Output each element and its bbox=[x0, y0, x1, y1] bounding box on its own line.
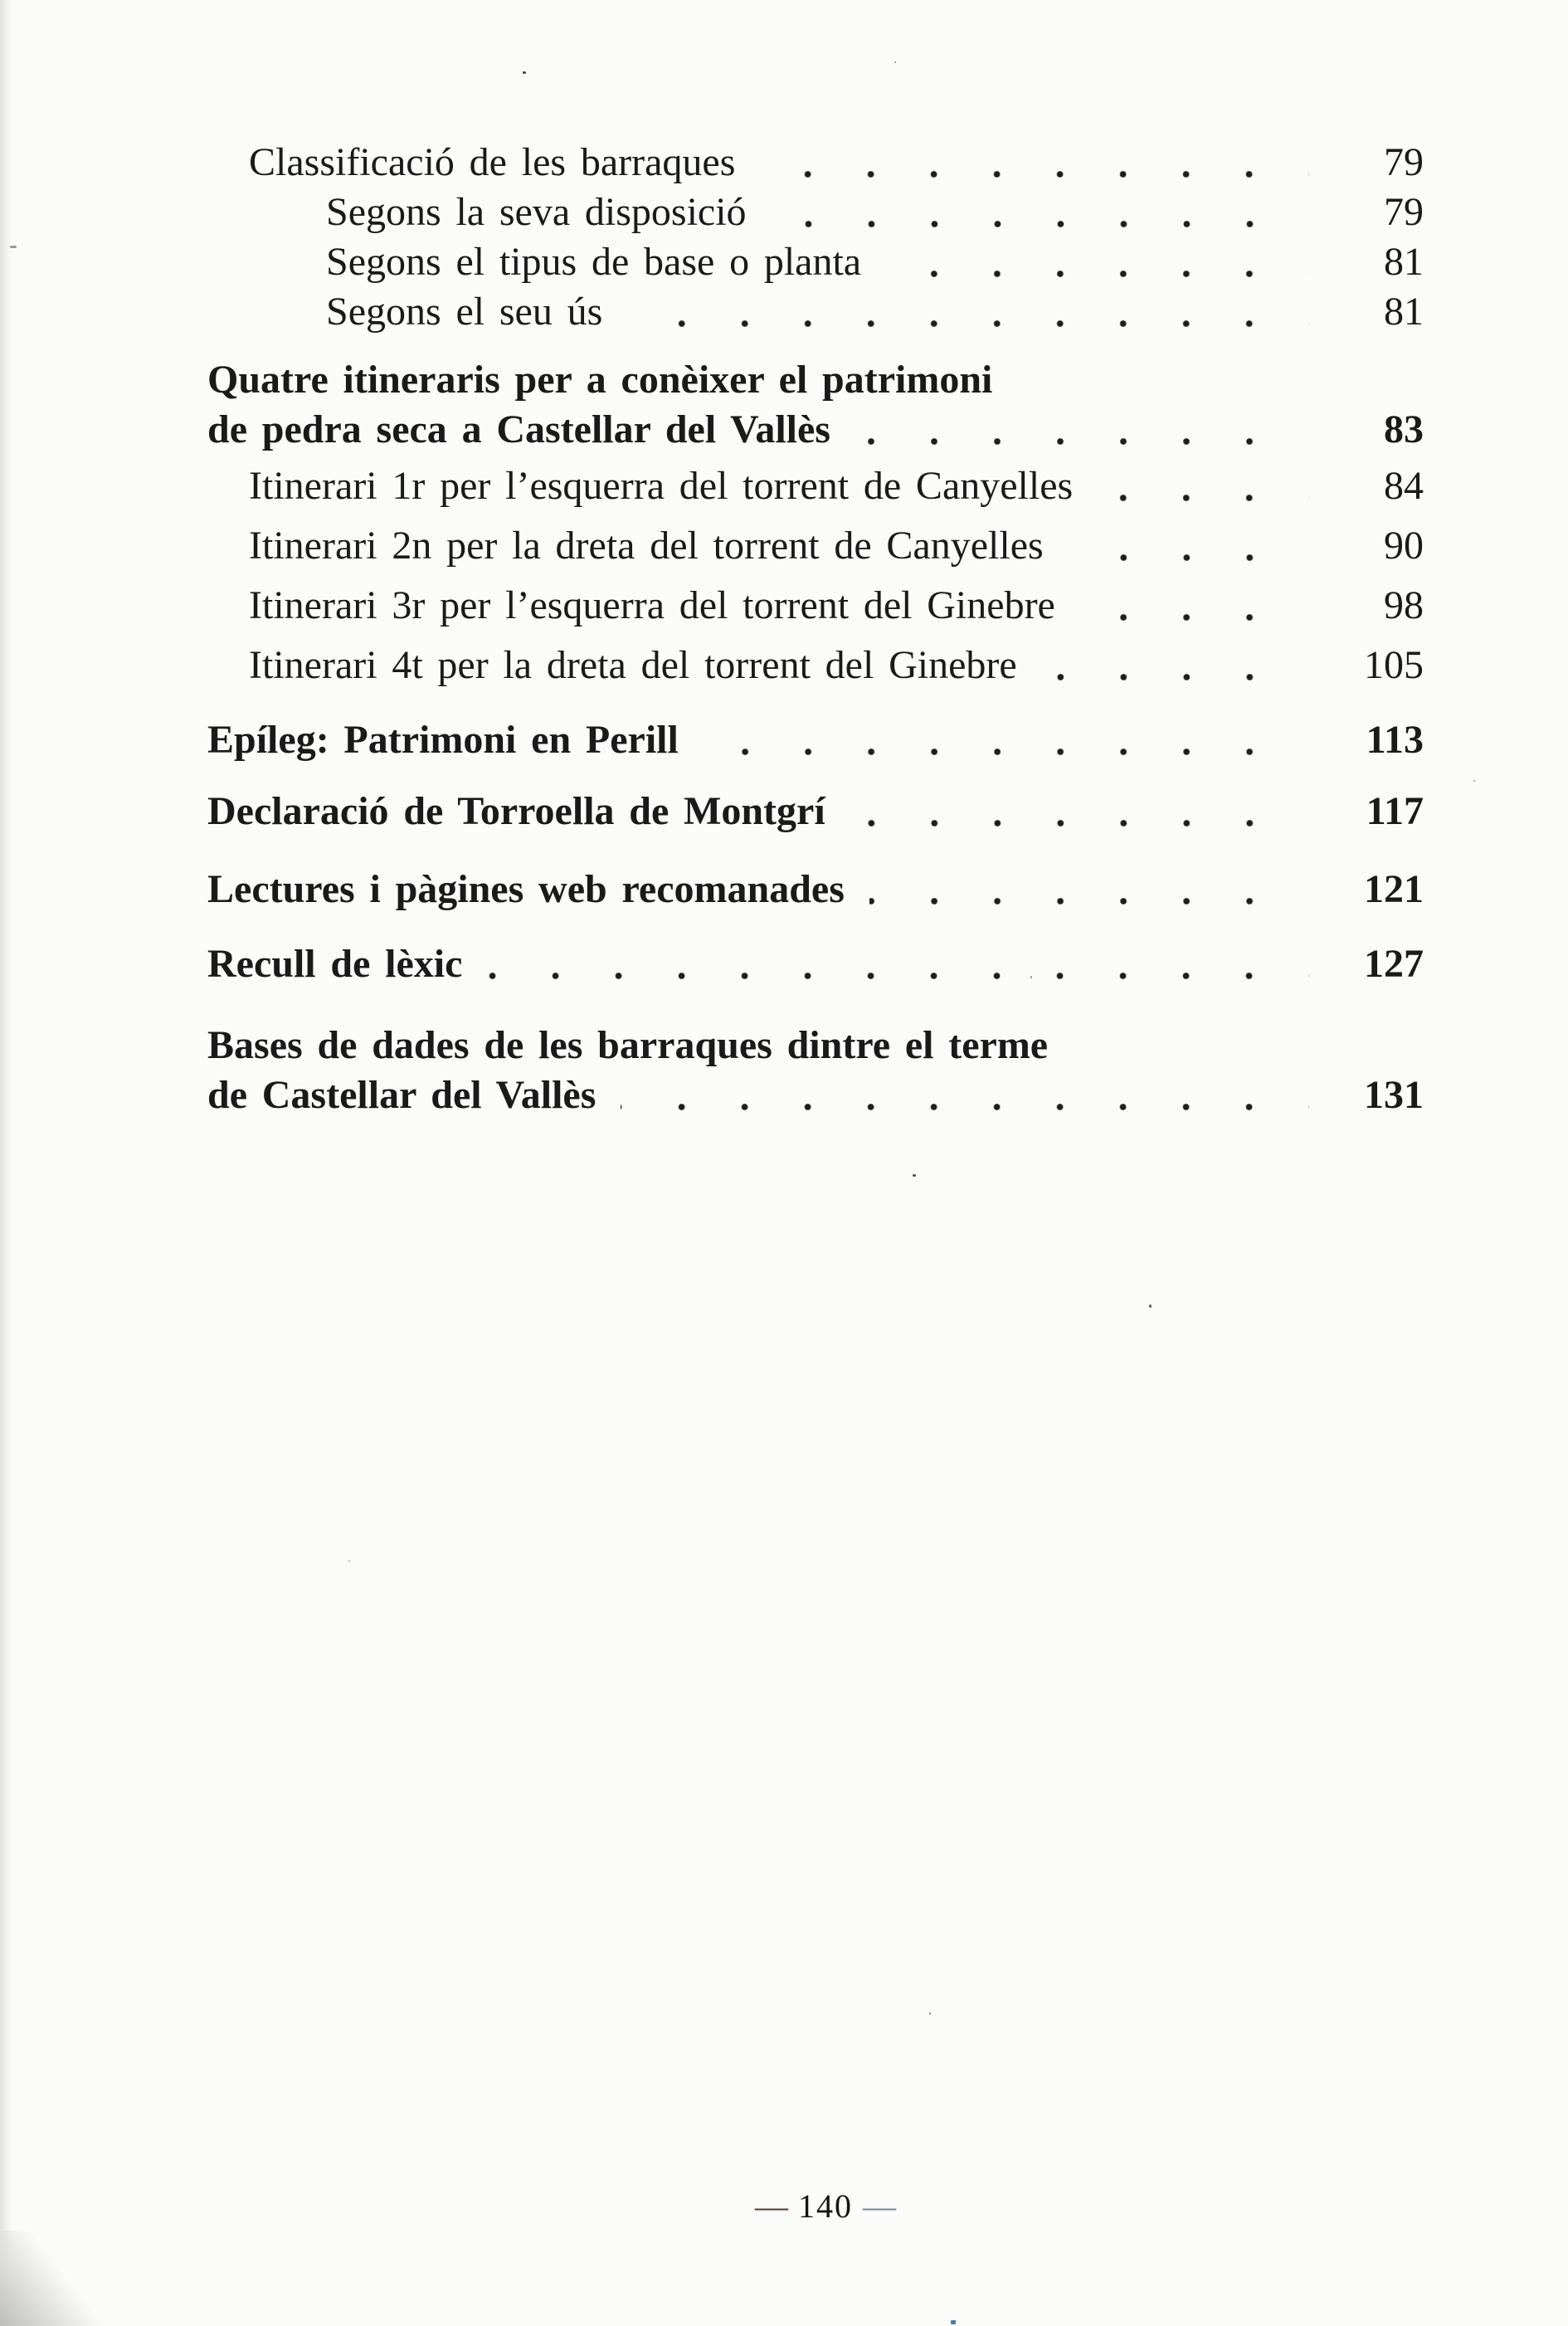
toc-entry-line bbox=[207, 1070, 1424, 1120]
scan-speck bbox=[1149, 1304, 1152, 1308]
toc-page-number: 127 bbox=[1364, 942, 1424, 986]
dot-leader bbox=[1042, 674, 1309, 680]
toc-entry-line bbox=[207, 581, 1424, 631]
toc-entry-line bbox=[207, 237, 1424, 287]
toc-entry-line bbox=[207, 865, 1424, 914]
dot-leader bbox=[1098, 495, 1309, 501]
toc-entry-line bbox=[207, 355, 1424, 405]
toc-page-number: 79 bbox=[1384, 190, 1424, 234]
scan-speck bbox=[1473, 780, 1475, 782]
toc-entry-line bbox=[207, 939, 1424, 989]
toc-entry-line bbox=[207, 461, 1424, 511]
toc-entry bbox=[207, 581, 1424, 631]
dot-leader bbox=[1069, 554, 1309, 561]
toc-page-number: 81 bbox=[1384, 290, 1424, 334]
toc-entry-title: Segons el seu ús bbox=[326, 290, 603, 334]
toc-entry bbox=[207, 188, 1424, 237]
footer-dash-left: — bbox=[755, 2187, 788, 2225]
toc-entry-title: Itinerari 2n per la dreta del torrent de Canyelles bbox=[249, 524, 1044, 568]
toc-page-number: 83 bbox=[1384, 407, 1424, 451]
toc-entry bbox=[207, 521, 1424, 571]
scan-speck bbox=[913, 1174, 916, 1177]
scan-left-edge-shadow bbox=[0, 0, 12, 2326]
toc-entry-title: Itinerari 3r per l’esquerra del torrent del Ginebre bbox=[249, 583, 1055, 627]
dot-leader bbox=[772, 221, 1309, 227]
toc-entry bbox=[207, 939, 1424, 989]
toc-entry bbox=[207, 865, 1424, 914]
dot-leader bbox=[760, 171, 1309, 178]
toc-entry bbox=[207, 355, 1424, 455]
toc-entry-line bbox=[207, 138, 1424, 188]
toc-entry-title: Classificació de les barraques bbox=[249, 140, 736, 184]
scan-corner-shadow bbox=[0, 2231, 108, 2326]
toc-page-number: 81 bbox=[1384, 240, 1424, 284]
footer-dash-right: — bbox=[863, 2187, 896, 2225]
scan-speck bbox=[929, 2012, 931, 2015]
scan-speck bbox=[10, 246, 17, 248]
toc-entry-line bbox=[207, 715, 1424, 765]
toc-entry-title: de Castellar del Vallès bbox=[207, 1073, 597, 1117]
dot-leader bbox=[627, 320, 1309, 327]
toc-entry bbox=[207, 461, 1424, 511]
toc-entry-title: Lectures i pàgines web recomanades bbox=[207, 867, 845, 911]
toc-page-number: 131 bbox=[1364, 1073, 1424, 1117]
toc-entry-title: Declaració de Torroella de Montgrí bbox=[207, 789, 825, 833]
toc-entry-title: Itinerari 1r per l’esquerra del torrent de Canyelles bbox=[249, 464, 1074, 508]
toc-entry-line bbox=[207, 1021, 1424, 1070]
toc-entry-title: Bases de dades de les barraques dintre el terme bbox=[207, 1023, 1049, 1067]
toc-list bbox=[207, 138, 1424, 1120]
toc-entry-line bbox=[207, 287, 1424, 337]
dot-leader bbox=[886, 271, 1309, 277]
toc-entry-title: de pedra seca a Castellar del Vallès bbox=[207, 407, 830, 451]
toc-entry-line bbox=[207, 521, 1424, 571]
toc-entry bbox=[207, 1021, 1424, 1120]
dot-leader bbox=[621, 1104, 1309, 1110]
toc-entry-title: Itinerari 4t per la dreta del torrent del Ginebre bbox=[249, 643, 1017, 687]
toc-entry bbox=[207, 237, 1424, 287]
toc-page-number: 98 bbox=[1384, 583, 1424, 627]
scan-speck bbox=[523, 71, 526, 74]
toc-entry bbox=[207, 138, 1424, 188]
toc-entry-line bbox=[207, 188, 1424, 237]
toc-page-number: 90 bbox=[1384, 524, 1424, 568]
toc-page-number: 105 bbox=[1364, 643, 1424, 687]
toc-entry-title: Epíleg: Patrimoni en Perill bbox=[207, 718, 679, 762]
toc-page-number: 117 bbox=[1366, 789, 1424, 833]
footer-page-number: 140 bbox=[798, 2187, 853, 2225]
dot-leader bbox=[487, 973, 1309, 979]
toc-entry-title: Recull de lèxic bbox=[207, 942, 463, 986]
dot-leader bbox=[869, 898, 1309, 905]
toc-entry bbox=[207, 287, 1424, 337]
toc-entry-line bbox=[207, 641, 1424, 690]
scan-speck bbox=[894, 61, 896, 63]
toc-page-number: 113 bbox=[1366, 718, 1424, 762]
toc-entry-line bbox=[207, 405, 1424, 455]
toc-entry bbox=[207, 641, 1424, 690]
toc-page-number: 121 bbox=[1364, 867, 1424, 911]
toc-page-number: 79 bbox=[1384, 140, 1424, 184]
scan-speck bbox=[951, 2320, 956, 2324]
scan-speck bbox=[348, 1560, 350, 1562]
dot-leader bbox=[855, 438, 1309, 445]
toc-entry-title: Segons el tipus de base o planta bbox=[326, 240, 862, 284]
toc-entry-line bbox=[207, 787, 1424, 836]
page-footer bbox=[41, 2186, 1568, 2227]
toc-entry-title: Quatre itineraris per a conèixer el patrimoni bbox=[207, 358, 993, 402]
toc-entry bbox=[207, 715, 1424, 765]
dot-leader bbox=[1080, 614, 1309, 621]
dot-leader bbox=[704, 749, 1309, 755]
dot-leader bbox=[850, 820, 1309, 827]
toc-entry bbox=[207, 787, 1424, 836]
toc-page-number: 84 bbox=[1384, 464, 1424, 508]
toc-entry-title: Segons la seva disposició bbox=[326, 190, 747, 234]
